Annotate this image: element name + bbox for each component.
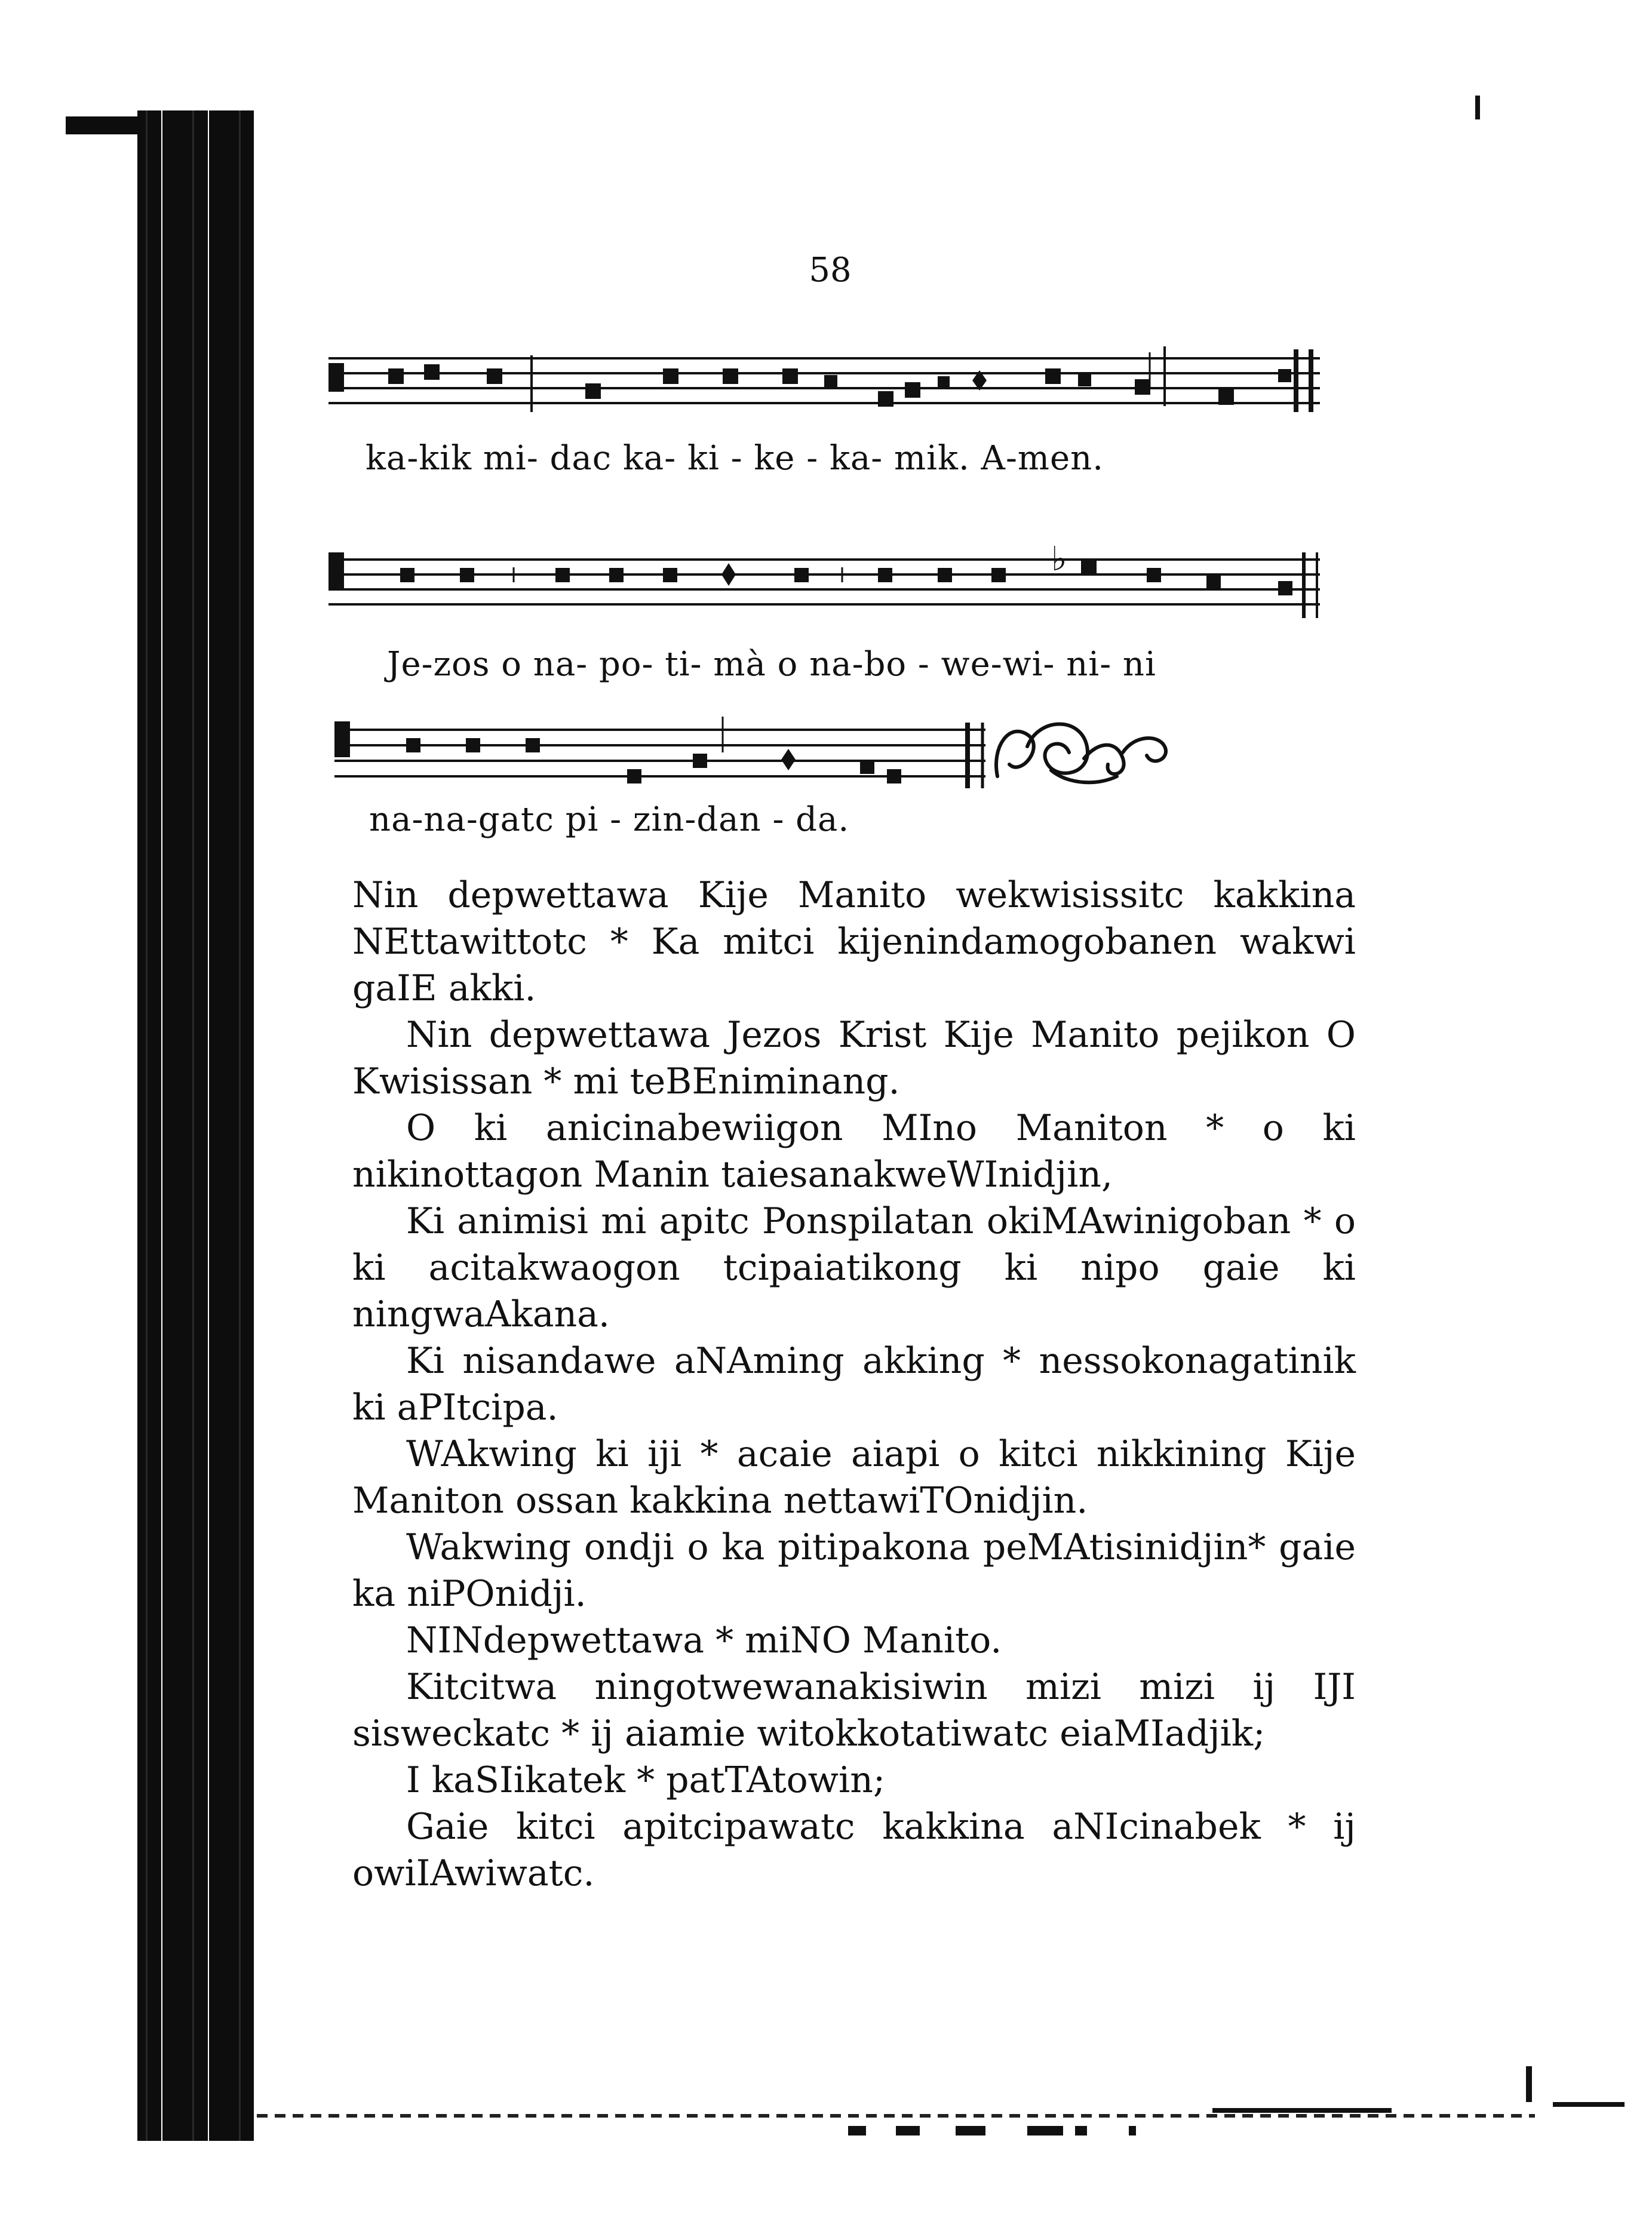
bottom-scan-mark [896,2126,920,2135]
bottom-scan-mark [1212,2108,1392,2113]
bottom-scan-mark [1553,2102,1625,2107]
chant-staff-2 [328,540,1332,618]
binding-spine [137,110,254,2141]
end-flourish [985,711,1183,794]
verse-paragraph: I kaSIikatek * patTAtowin; [406,1759,886,1801]
chant-lyrics-1: ka-kik mi- dac ka- ki - ke - ka- mik. A-men. [366,439,1104,478]
chant-staff-3 [334,711,991,794]
bottom-scan-mark [848,2126,866,2135]
chant-lyrics-3: na-na-gatc pi - zin-dan - da. [369,800,850,839]
verse-paragraph: Wakwing ondji o ka pitipakona peMAtisinidjin* gaie ka niPOnidji. [352,1526,1356,1615]
verse-paragraph: O ki anicinabewiigon MIno Maniton * o ki nikinottagon Manin taiesanakweWInidjin, [352,1107,1356,1196]
verse-paragraph: Ki animisi mi apitc Ponspilatan okiMAwinigoban * o ki acitakwaogon tcipaiatikong ki nipo gaie ki ningwaAkana. [352,1200,1356,1335]
chant-staff-1 [328,346,1332,424]
svg-text:♭: ♭ [1051,540,1067,579]
bottom-scan-mark [1075,2126,1087,2135]
creed-text [352,872,1356,1897]
verse-paragraph: Kitcitwa ningotwewanakisiwin mizi mizi ij IJI sisweckatc * ij aiamie witokkotatiwatc eiaMIadjik; [352,1666,1356,1754]
chant-lyrics-2: Je-zos o na- po- ti- mà o na-bo - we-wi- ni- ni [387,645,1156,684]
margin-scan-mark [1475,96,1480,119]
verse-paragraph: Ki nisandawe aNAming akking * nessokonagatinik ki aPItcipa. [352,1340,1356,1428]
verse-paragraph: WAkwing ki iji * acaie aiapi o kitci nikkining Kije Maniton ossan kakkina nettawiTOnidjin. [352,1433,1356,1522]
bottom-scan-mark [956,2126,985,2135]
bottom-scan-rule [257,2114,1535,2118]
margin-scan-mark [1526,2066,1532,2102]
page-number: 58 [809,251,852,290]
verse-paragraph: Gaie kitci apitcipawatc kakkina aNIcinabek * ij owiIAwiwatc. [352,1806,1356,1894]
verse-paragraph: NINdepwettawa * miNO Manito. [406,1620,1002,1661]
bottom-scan-mark [1129,2126,1136,2135]
bottom-scan-mark [1027,2126,1063,2135]
verse-paragraph: Nin depwettawa Jezos Krist Kije Manito pejikon O Kwisissan * mi teBEniminang. [352,1014,1356,1102]
verse-paragraph: Nin depwettawa Kije Manito wekwisissitc kakkina NEttawittotc * Ka mitci kijenindamogobanen wakwi gaIE akki. [352,874,1356,1009]
